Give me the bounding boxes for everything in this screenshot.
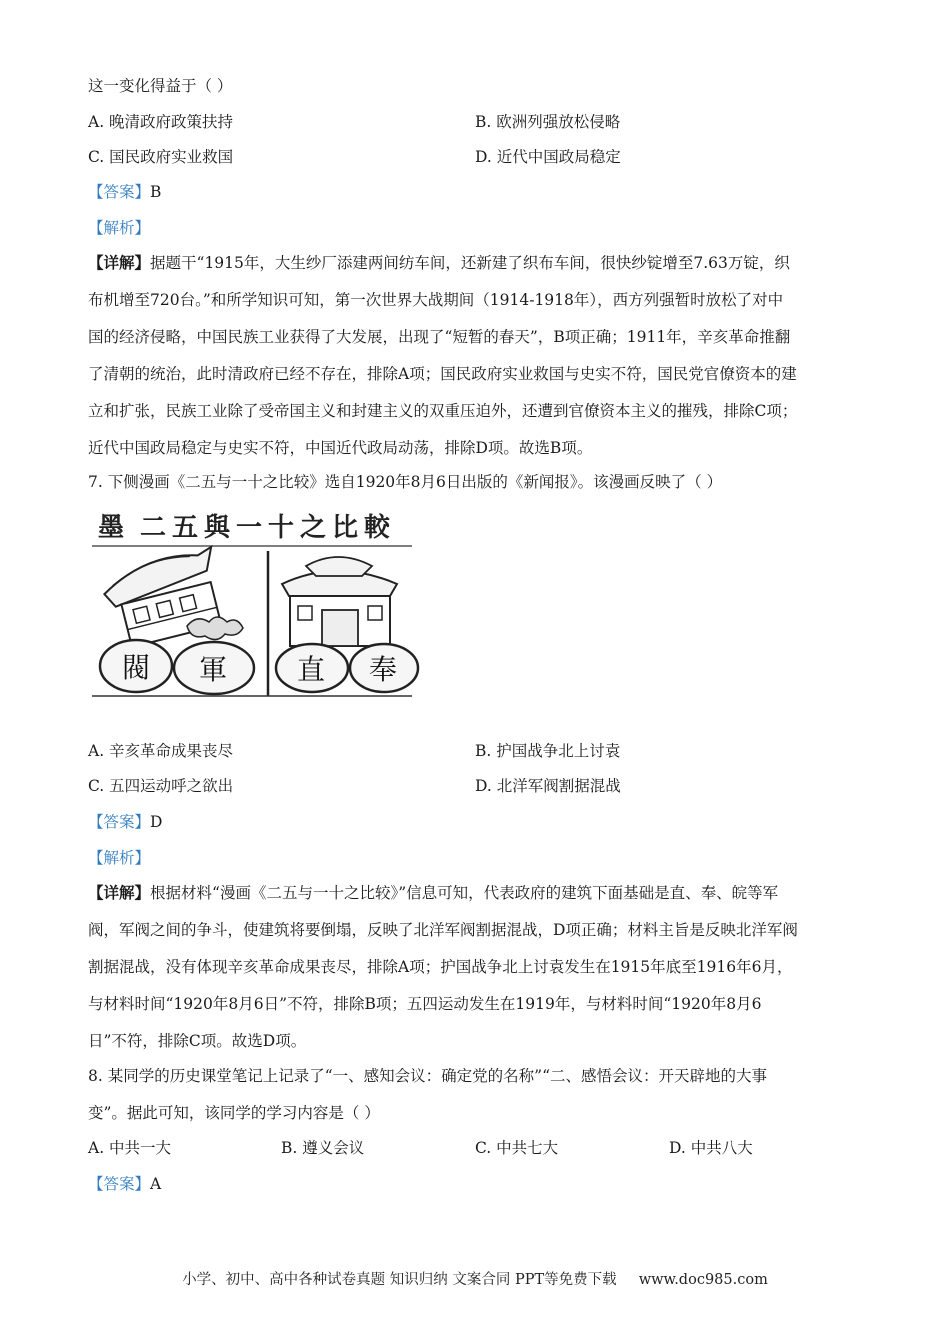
answer-label: 【答案】 bbox=[88, 183, 151, 201]
detail-label: 【详解】 bbox=[88, 253, 151, 272]
q7-option-b: B. 护国战争北上讨袁 bbox=[475, 742, 621, 760]
q6-option-c: C. 国民政府实业救国 bbox=[88, 148, 234, 166]
cartoon-title: 二五與一十之比較 bbox=[140, 513, 397, 543]
q6-detail-line bbox=[88, 244, 863, 282]
q7-option-c: C. 五四运动呼之欲出 bbox=[88, 777, 234, 795]
cartoon-label: 軍 bbox=[199, 653, 228, 686]
q7-detail-line: 割据混战，没有体现辛亥革命成果丧尽，排除A项；护国战争北上讨袁发生在1915年底至1916年6月， bbox=[88, 958, 793, 976]
cartoon-label: 奉 bbox=[369, 653, 398, 686]
q7-answer bbox=[88, 811, 162, 833]
cartoon-label: 閥 bbox=[122, 651, 151, 684]
answer-value: A bbox=[150, 1175, 162, 1193]
q6-detail-line-text: 据题干“1915年，大生纱厂添建两间纺车间，还新建了织布车间，很快纱锭增至7.63万锭，织 bbox=[150, 254, 790, 272]
q6-detail bbox=[88, 244, 863, 467]
cartoon-label: 直 bbox=[297, 653, 326, 686]
answer-label: 【答案】 bbox=[88, 1175, 151, 1193]
q6-option-d: D. 近代中国政局稳定 bbox=[475, 148, 621, 166]
q6-detail-line: 近代中国政局稳定与史实不符，中国近代政局动荡，排除D项。故选B项。 bbox=[88, 439, 593, 457]
q7-option-d: D. 北洋军阀割据混战 bbox=[475, 777, 621, 795]
q6-analysis-label: 【解析】 bbox=[88, 219, 151, 237]
q7-detail-line: 阀，军阀之间的争斗，使建筑将要倒塌，反映了北洋军阀割据混战，D项正确；材料主旨是反映北洋军阀 bbox=[88, 921, 798, 939]
footer-site-link[interactable]: www.doc985.com bbox=[638, 1272, 768, 1288]
q7-detail bbox=[88, 874, 863, 1060]
q8-option-c: C. 中共七大 bbox=[475, 1139, 559, 1157]
q8-option-a: A. 中共一大 bbox=[88, 1139, 172, 1157]
q6-stem-tail: 这一变化得益于（ ） bbox=[88, 77, 233, 95]
q6-detail-line: 布机增至720台。”和所学知识可知，第一次世界大战期间（1914-1918年），西方列强暂时放松了对中 bbox=[88, 291, 784, 309]
q7-stem: 7. 下侧漫画《二五与一十之比较》选自1920年8月6日出版的《新闻报》。该漫画反映了（ ） bbox=[88, 473, 723, 491]
cartoon-signature: 墨 bbox=[98, 513, 125, 543]
q7-analysis-label: 【解析】 bbox=[88, 849, 151, 867]
q6-option-a: A. 晚清政府政策扶持 bbox=[88, 113, 234, 131]
q6-detail-line: 国的经济侵略，中国民族工业获得了大发展，出现了“短暂的春天”，B项正确；1911年，辛亥革命推翻 bbox=[88, 328, 791, 346]
q8-option-d: D. 中共八大 bbox=[669, 1139, 753, 1157]
q8-stem-line: 变”。据此可知，该同学的学习内容是（ ） bbox=[88, 1104, 380, 1122]
answer-label: 【答案】 bbox=[88, 813, 151, 831]
q6-answer bbox=[88, 181, 161, 203]
q7-option-a: A. 辛亥革命成果丧尽 bbox=[88, 742, 234, 760]
q8-answer bbox=[88, 1173, 161, 1195]
q6-option-b: B. 欧洲列强放松侵略 bbox=[475, 113, 621, 131]
answer-value: B bbox=[150, 183, 162, 201]
q8-option-b: B. 遵义会议 bbox=[281, 1139, 365, 1157]
q8-stem-line: 8. 某同学的历史课堂笔记上记录了“一、感知会议：确定党的名称”“二、感悟会议：开天辟地的大事 bbox=[88, 1067, 767, 1085]
q7-detail-line bbox=[88, 874, 863, 912]
q8-stem bbox=[88, 1058, 863, 1132]
q7-detail-line: 日”不符，排除C项。故选D项。 bbox=[88, 1032, 307, 1050]
footer-text: 小学、初中、高中各种试卷真题 知识归纳 文案合同 PPT等免费下载 bbox=[182, 1272, 617, 1288]
q6-detail-line: 立和扩张，民族工业除了受帝国主义和封建主义的双重压迫外，还遭到官僚资本主义的摧残，排除C项； bbox=[88, 402, 798, 420]
detail-label: 【详解】 bbox=[88, 883, 151, 902]
cartoon-image bbox=[92, 506, 422, 706]
answer-value: D bbox=[150, 813, 163, 831]
q7-detail-line-text: 根据材料“漫画《二五与一十之比较》”信息可知，代表政府的建筑下面基础是直、奉、皖等军 bbox=[150, 884, 779, 902]
page-footer bbox=[0, 1268, 950, 1289]
q7-detail-line: 与材料时间“1920年8月6日”不符，排除B项；五四运动发生在1919年，与材料时间“1920年8月6 bbox=[88, 995, 762, 1013]
standing-building bbox=[282, 557, 397, 646]
q6-detail-line: 了清朝的统治，此时清政府已经不存在，排除A项；国民政府实业救国与史实不符，国民党官僚资本的建 bbox=[88, 365, 797, 383]
